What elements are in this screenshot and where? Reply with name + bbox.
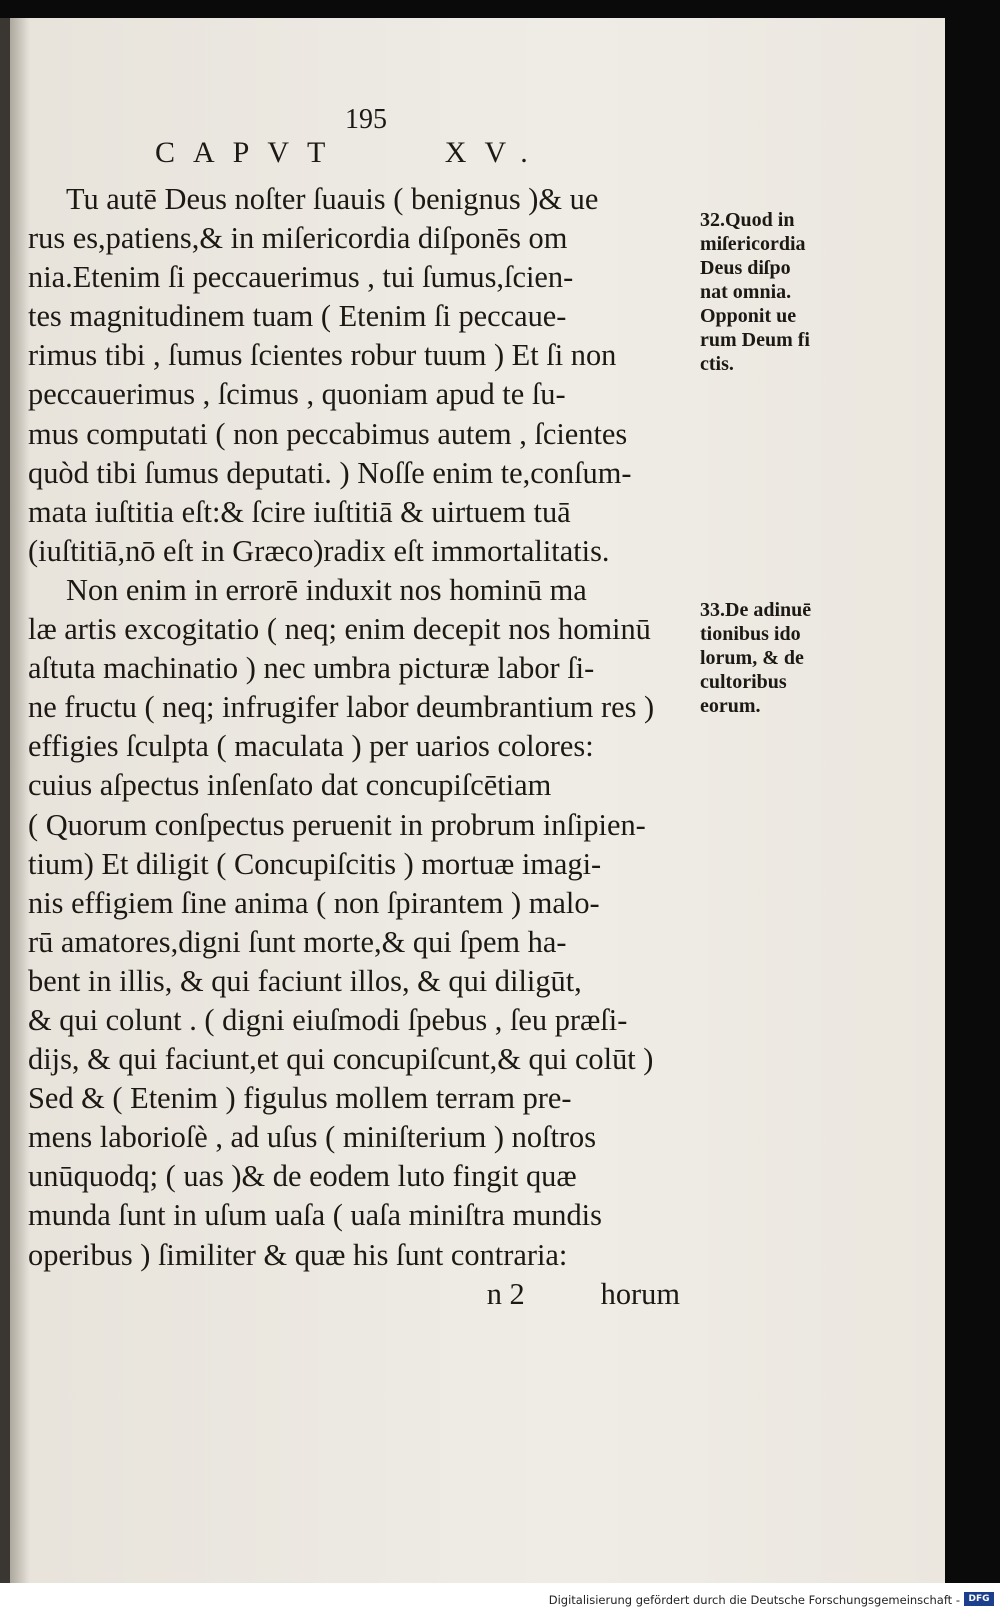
text-line: mus computati ( non peccabimus autem , ſcientes <box>28 416 628 451</box>
text-line: aſtuta machinatio ) nec umbra picturæ labor ſi- <box>28 651 595 686</box>
text-line: quòd tibi ſumus deputati. ) Noſſe enim te,conſum- <box>28 455 632 490</box>
text-line: operibus ) ſimiliter & quæ his ſunt contraria: <box>28 1237 568 1272</box>
catchword-line: n 2 horum <box>486 1276 680 1311</box>
marginal-note-32 <box>700 208 850 376</box>
dfg-logo-icon: DFG <box>964 1592 994 1606</box>
marginal-note-line: nat omnia. <box>700 281 792 303</box>
text-line: cuius aſpectus inſenſato dat concupiſcētiam <box>28 768 552 803</box>
text-line: & qui colunt . ( digni eiuſmodi ſpebus , ſeu præſi- <box>28 1002 628 1037</box>
page-number: 195 <box>345 104 387 135</box>
marginal-note-line: eorum. <box>700 695 761 717</box>
text-line: unūquodq; ( uas )& de eodem luto fingit quæ <box>28 1159 577 1194</box>
marginal-note-line: rum Deum fi <box>700 329 810 351</box>
text-line: mens laborioſè , ad uſus ( miniſterium ) noſtros <box>28 1120 597 1155</box>
text-line: nis effigiem ſine anima ( non ſpirantem ) malo- <box>28 885 600 920</box>
marginal-note-line: tionibus ido <box>700 623 801 645</box>
text-line: effigies ſculpta ( maculata ) per uarios colores: <box>28 729 594 764</box>
footer-bar <box>0 1583 1000 1619</box>
marginal-note-line: Opponit ue <box>700 305 797 327</box>
text-line: peccauerimus , ſcimus , quoniam apud te ſu- <box>28 377 566 412</box>
text-line: Sed & ( Etenim ) figulus mollem terram pre- <box>28 1081 572 1116</box>
marginal-note-33 <box>700 598 850 718</box>
text-line: mata iuſtitia eſt:& ſcire iuſtitiā & uirtuem tuā <box>28 494 571 529</box>
body-text <box>28 180 688 1314</box>
text-line: nia.Etenim ſi peccauerimus , tui ſumus,ſcien- <box>28 260 574 295</box>
text-line: tes magnitudinem tuam ( Etenim ſi peccaue- <box>28 299 567 334</box>
text-line: ne fructu ( neq; infrugifer labor deumbrantium res ) <box>28 690 655 725</box>
book-gutter <box>0 18 10 1583</box>
text-line: (iuſtitiā,nō eſt in Græco)radix eſt immortalitatis. <box>28 533 610 568</box>
marginal-note-line: ctis. <box>700 353 734 375</box>
marginal-note-line: 32.Quod in <box>700 209 795 231</box>
text-line: læ artis excogitatio ( neq; enim decepit nos hominū <box>28 612 651 647</box>
book-page <box>0 18 945 1583</box>
text-line: rimus tibi , ſumus ſcientes robur tuum ) Et ſi non <box>28 338 617 373</box>
text-line: rus es,patiens,& in miſericordia diſponēs om <box>28 221 568 256</box>
chapter-heading: CAPVT XV. <box>155 136 546 169</box>
text-line: tium) Et diligit ( Concupiſcitis ) mortuæ imagi- <box>28 846 602 881</box>
text-line: Non enim in errorē induxit nos hominū ma <box>66 572 587 607</box>
marginal-note-line: lorum, & de <box>700 647 804 669</box>
marginal-note-line: Deus diſpo <box>700 257 791 279</box>
marginal-note-line: miſericordia <box>700 233 806 255</box>
funding-credit: Digitalisierung gefördert durch die Deutsche Forschungsgemeinschaft - <box>548 1593 960 1607</box>
marginal-note-line: cultoribus <box>700 671 787 693</box>
text-line: bent in illis, & qui faciunt illos, & qui diligūt, <box>28 963 582 998</box>
text-line: munda ſunt in uſum uaſa ( uaſa miniſtra mundis <box>28 1198 602 1233</box>
text-line: ( Quorum conſpectus peruenit in probrum inſipien- <box>28 807 646 842</box>
text-line: Tu autē Deus noſter ſuauis ( benignus )& ue <box>66 182 599 216</box>
text-line: dijs, & qui faciunt,et qui concupiſcunt,& qui colūt ) <box>28 1042 654 1077</box>
text-line: rū amatores,digni ſunt morte,& qui ſpem ha- <box>28 924 567 959</box>
marginal-note-line: 33.De adinuē <box>700 599 812 621</box>
